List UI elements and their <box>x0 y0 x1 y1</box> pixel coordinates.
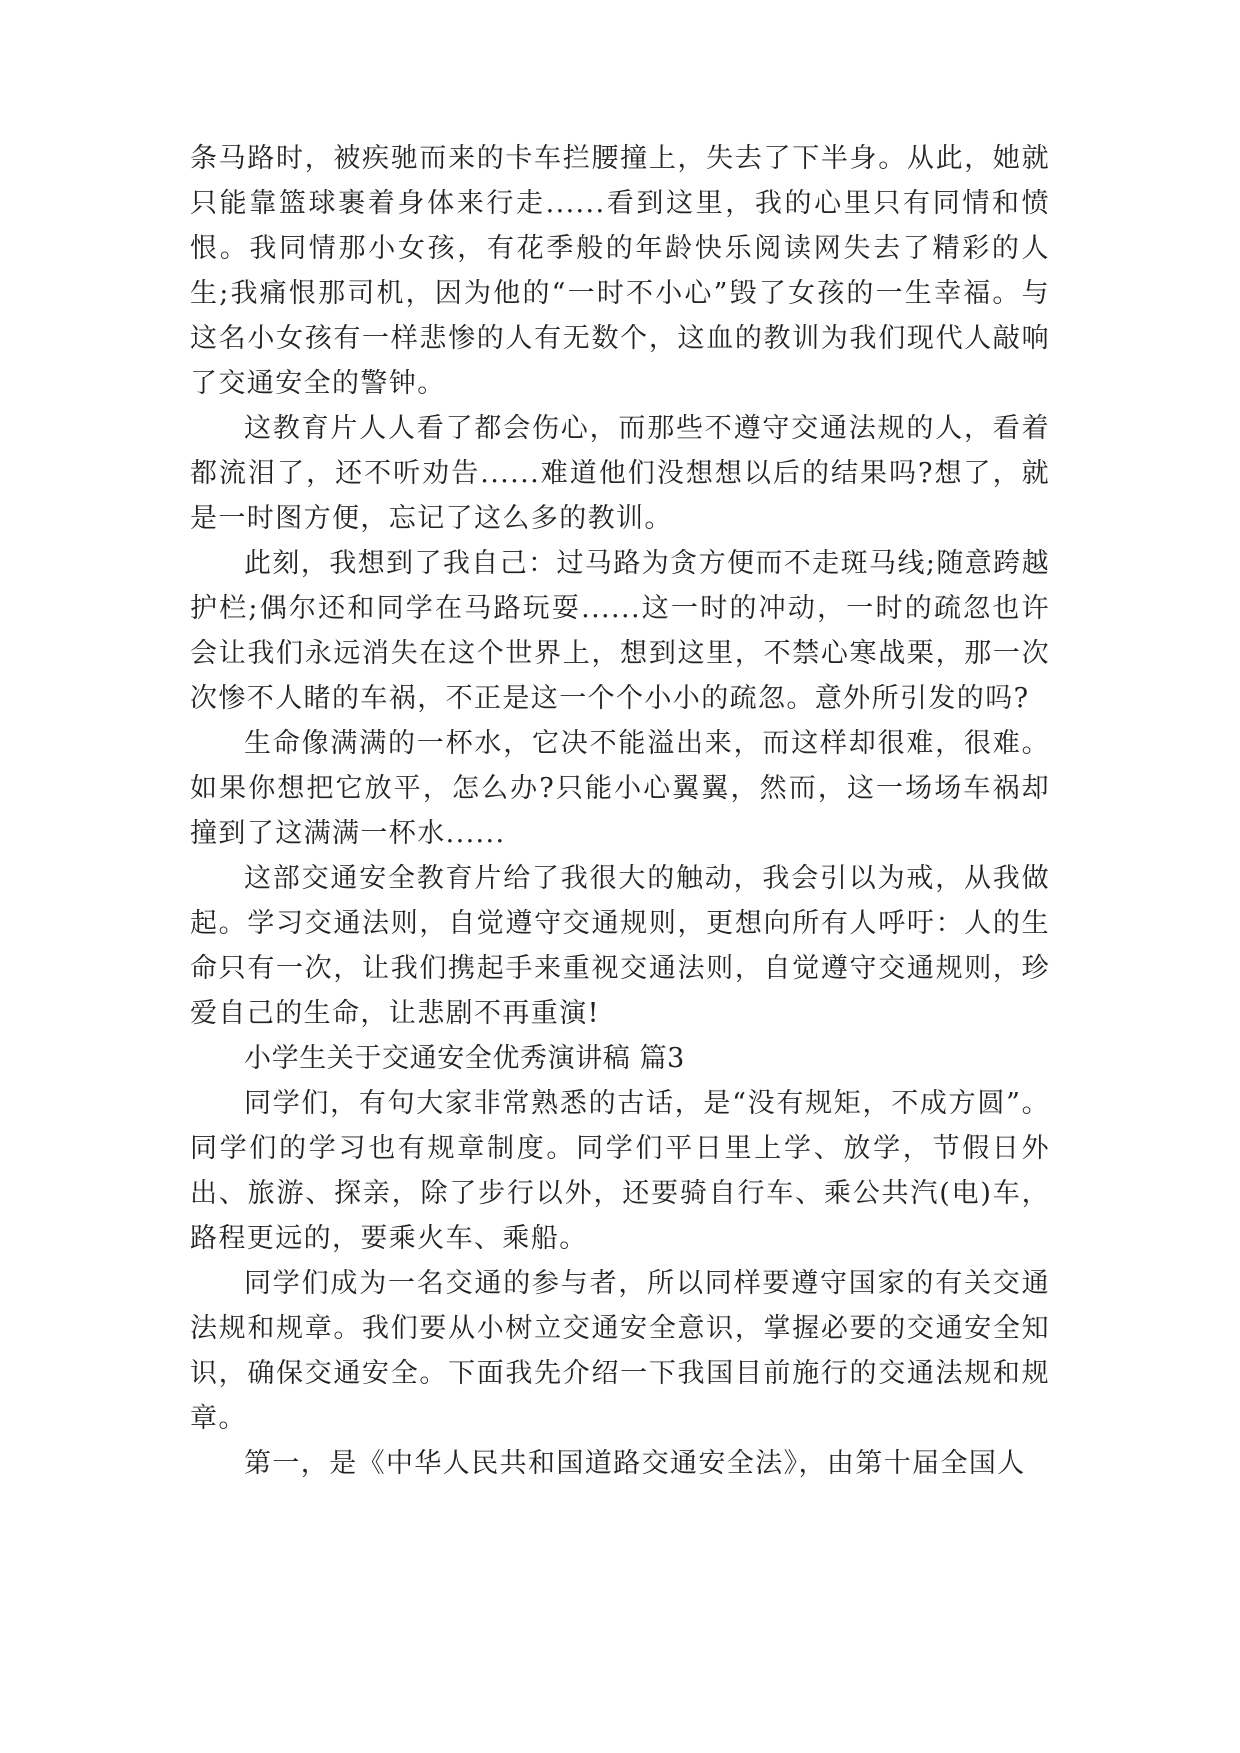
paragraph-traffic-participant: 同学们成为一名交通的参与者，所以同样要遵守国家的有关交通法规和规章。我们要从小树立交通安全意识，掌握必要的交通安全知识，确保交通安全。下面我先介绍一下我国目前施行的交通法规和规章。 <box>190 1268 1050 1434</box>
document-body <box>190 136 1050 1486</box>
paragraph-continuation: 条马路时，被疾驰而来的卡车拦腰撞上，失去了下半身。从此，她就只能靠篮球裹着身体来行走......看到这里，我的心里只有同情和愤恨。我同情那小女孩，有花季般的年龄快乐阅读网失去了精彩的人生;我痛恨那司机，因为他的“一时不小心”毁了女孩的一生幸福。与这名小女孩有一样悲惨的人有无数个，这血的教训为我们现代人敲响了交通安全的警钟。 <box>190 143 1050 399</box>
paragraph-cup-of-water: 生命像满满的一杯水，它决不能溢出来，而这样却很难，很难。如果你想把它放平，怎么办?只能小心翼翼，然而，这一场场车祸却撞到了这满满一杯水...... <box>190 728 1050 849</box>
paragraph-education-film: 这教育片人人看了都会伤心，而那些不遵守交通法规的人，看着都流泪了，还不听劝告......难道他们没想想以后的结果吗?想了，就是一时图方便，忘记了这么多的教训。 <box>190 413 1050 534</box>
paragraph-call-to-action: 这部交通安全教育片给了我很大的触动，我会引以为戒，从我做起。学习交通法则，自觉遵守交通规则，更想向所有人呼吁：人的生命只有一次，让我们携起手来重视交通法则，自觉遵守交通规则，珍爱自己的生命，让悲剧不再重演! <box>190 863 1050 1029</box>
paragraph-rules-saying: 同学们，有句大家非常熟悉的古话，是“没有规矩，不成方圆”。同学们的学习也有规章制度。同学们平日里上学、放学，节假日外出、旅游、探亲，除了步行以外，还要骑自行车、乘公共汽(电)车，路程更远的，要乘火车、乘船。 <box>190 1088 1050 1254</box>
section-heading: 小学生关于交通安全优秀演讲稿 篇3 <box>244 1043 685 1074</box>
paragraph-first-law: 第一，是《中华人民共和国道路交通安全法》，由第十届全国人 <box>244 1448 1026 1479</box>
paragraph-self-reflection: 此刻，我想到了我自己：过马路为贪方便而不走斑马线;随意跨越护栏;偶尔还和同学在马路玩耍......这一时的冲动，一时的疏忽也许会让我们永远消失在这个世界上，想到这里，不禁心寒战栗，那一次次惨不人睹的车祸，不正是这一个个小小的疏忽。意外所引发的吗? <box>190 548 1050 714</box>
